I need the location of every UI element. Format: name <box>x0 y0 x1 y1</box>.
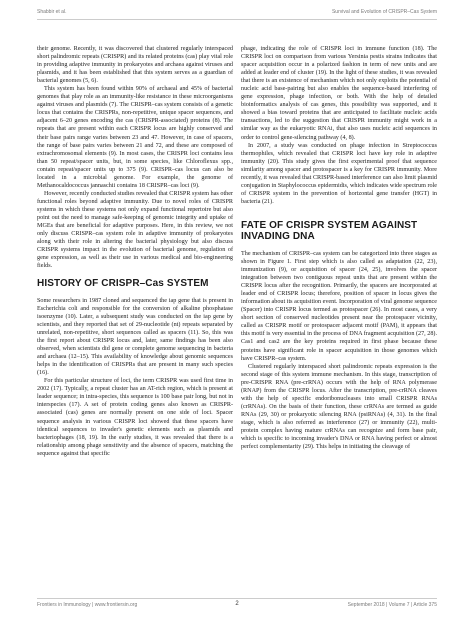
paragraph: However, recently conducted studies revealed that CRISPR system has other functional roles beyond adaptive immunity. Due to novel roles of CRISPR systems in which these systems not only expand functional repertoire but also point out the need to manage safe-keeping of genomic integrity and uptake of MGEs that are beneficial for adaptive purposes. Here, in this review, we not only discuss CRISPR–cas system role in adaptive immunity of prokaryotes along with their role in altering the bacterial physiology but also discuss CRISPR systems impact in the evolution of bacterial genome, regulation of gene expression, as well as their use in various medical and bio-engineering fields. <box>37 190 233 270</box>
paragraph: For this particular structure of loci, the term CRISPR was used first time in 2002 (17). Typically, a repeat cluster has an AT-rich region, which is present at leader sequence; in intra-species, this sequence is 100 base pair long, but not in interspecies (17). A set of protein coding genes also known as CRISPR-associated (cas) genes are normally present on one side of loci. Spacer sequence analysis in various CRISPR loci showed that these spacers have identical sequences to invader's genetic elements such as plasmids and bacteriophages (18, 19). In the early studies, it was revealed that there is a relationship among phage sensitivity and the absence of spacers, matching the sequence against that specific <box>37 378 233 457</box>
page-header <box>37 9 437 19</box>
footer-divider <box>37 598 437 599</box>
section-heading-history: HISTORY OF CRISPR–Cas SYSTEM <box>37 278 209 290</box>
paragraph: Clustered regularly interspaced short palindromic repeats expression is the second stage of this system immune mechanism. In this stage, transcription of pre-CRISPR RNA (pre-crRNA) occurs with the help of RNA polymerase (RNAP) from the CRISPR locus. After the transcription, pre-crRNA cleaves with the help of specific endoribonucleases into small CRISPR RNAs (crRNAs). On the basis of their function, these crRNAs are termed as guide RNAs (29, 30) or prokaryotic silencing RNA (psiRNAs) (4, 31). In the final stage, which is also referred as interference (27) or immunity (22), multi-protein complex having mature crRNAs can recognize and form base pair, which is specific to incoming invader's DNA or RNA having perfect or almost perfect complementarity (29). This helps in initiating the cleavage of <box>241 363 437 451</box>
paragraph: This system has been found within 90% of archaeal and 45% of bacterial genomes that play role as an immunity-like resistance in these microorganisms against viruses and plasmids (7). The CRISPR–cas system consists of a genetic locus that contains the CRISPRs, non-repetitive, unique spacer sequences, and adjacent 6–20 genes encoding the cas (CRISPR-associated) proteins (8). The repeats that are present within each CRISPR locus are highly conserved and their base pairs range varies between 23 and 47. However, in case of spacers, the range of base pairs varies between 21 and 72, and these are composed of extrachromosomal elements (9). In most cases, the CRISPR loci contains less than 50 repeat/spacer units, but, in some species, like Chloroflexus spp., contain repeat/spacer units up to 375 (9). CRISPR–cas locus can also be located in a microbial genome. For example, the genome of Methanocaldococcus jannaschii contains 18 CRISPR–cas loci (9). <box>37 86 233 189</box>
footer-issue: September 2018 | Volume 7 | Article 375 <box>347 602 437 608</box>
paragraph: their genome. Recently, it was discovered that clustered regularly interspaced short palindromic repeats (CRISPR) and its related proteins (cas) play vital role in providing adaptive immunity in prokaryotes and archaea against viruses and plasmids, and it has been established that this system serves as a guardian of bacterial genomes (5, 6). <box>37 46 233 85</box>
header-divider <box>37 19 437 20</box>
section-heading-fate: FATE OF CRISPR SYSTEM AGAINST INVADING DNA <box>241 219 418 243</box>
paragraph: In 2007, a study was conducted on phage infection in Streptococcus thermophiles, which revealed that CRISPR loci have key role in adaptive immunity (20). This study gives the first experimental proof that sequence similarity among spacer and protospacer is a key for CRISPR immunity. More recently, it was revealed that CRISPR-based interference can also limit plasmid conjugation in Staphylococcus epidermidis, which indicates wide spectrum role of CRISPR system in the prevention of horizontal gene transfer (HGT) in bacteria (21). <box>241 142 437 205</box>
header-authors: Shabbir et al. <box>37 9 67 15</box>
left-column <box>37 45 233 458</box>
paragraph: phage, indicating the role of CRISPR loci in immune function (18). The CRISPR loci on comparison from various Yersinia pestis strains indicates that spacer acquisition occur in a polarized fashion in term of new units and are added at leader end of cluster (19). In the light of these studies, it was revealed that there is an existence of mechanism which not only exploits the potential of nucleic acid base-pairing but also enables the sequence-based interfering of gene expression, phage infection, or both. With the help of detailed bioinformatics analysis of cas genes, this possibility was supported, and it showed a bias toward proteins that are anticipated to facilitate nucleic acids transactions, led to the suggestion that CRISPR immunity might work in a similar way as the eukaryotic RNAi, that also uses nucleic acid sequences in order to control gene-silencing pathway (4, 8). <box>241 46 437 141</box>
page-number: 2 <box>235 601 239 607</box>
right-column <box>241 45 437 451</box>
page-footer <box>37 602 437 612</box>
paragraph: The mechanism of CRISPR–cas system can be categorized into three stages as shown in Figure 1. First step which is also called as adaptation (22, 23), immunization (9), or acquisition of spacer (24, 25), involves the spacer integration between two contiguous repeat units that are present within the CRISPR locus after the recognition. Primarily, the spacers are incorporated at leader end of CRISPR locus; therefore, position of spacer in locus gives the information about its acquisition event. Incorporation of viral genome sequence (Spacer) into CRISPR locus termed as protospacer (26). In most cases, a very short section of conserved nucleotides present near the protospacer vicinity, called as CRISPR motif or protospacer adjacent motif (PAM), it appears that this motif is very essential in the process of DNA fragment acquisition (27, 28). Cas1 and cas2 are the key proteins required in first phase because these proteins have significant role in spacer acquisition in those genomes which have CRISPR–cas system. <box>241 250 437 362</box>
paragraph: Some researchers in 1987 cloned and sequenced the iap gene that is present in Escherichia coli and responsible for the conversion of alkaline phosphatase isoenzyme (10). Later, a subsequent study was conducted on the iap gene by scientists, and they reported that set of 29-nucleotide (nt) repeats separated by unrelated, non-repetitive, short sequences called as spacers (11). So, this was the first report about CRISPR locus and, later, same findings has been also observed, when scientists did gene or complete genome sequencing in bacteria and archaea (12–15). This availability of knowledge about genomic sequences helps in the identification of CRISPRs that are present in many such species (16). <box>37 297 233 377</box>
footer-journal: Frontiers in Immunology | www.frontiersin.org <box>37 602 138 608</box>
header-running-title: Survival and Evolution of CRISPR–Cas System <box>331 9 437 15</box>
